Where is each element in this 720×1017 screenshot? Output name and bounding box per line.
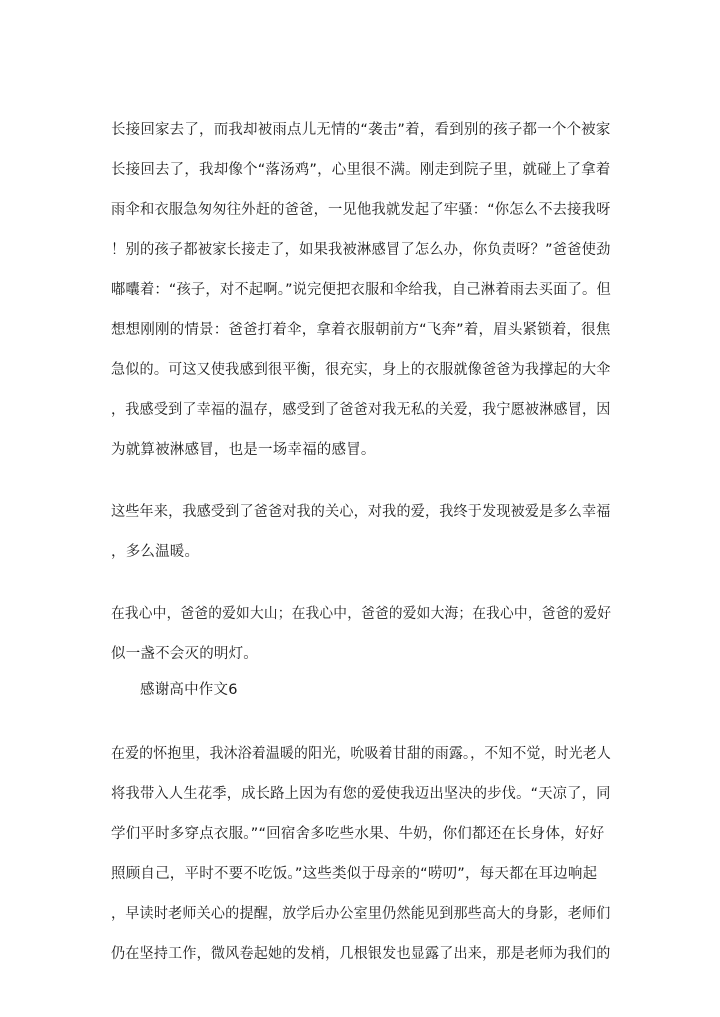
- section-heading: 感谢高中作文6: [140, 682, 238, 698]
- text-line: 嘟囔着：“孩子，对不起啊。”说完便把衣服和伞给我，自己淋着雨去买面了。但: [111, 282, 612, 298]
- text-line: 长接回家去了，而我却被雨点儿无情的“袭击”着，看到别的孩子都一个个被家: [111, 122, 611, 138]
- text-line: ，我感受到了幸福的温存，感受到了爸爸对我无私的关爱，我宁愿被淋感冒，因: [111, 402, 611, 418]
- text-line: 这些年来，我感受到了爸爸对我的关心，对我的爱，我终于发现被爱是多么幸福: [111, 504, 611, 520]
- text-line: 为就算被淋感冒，也是一场幸福的感冒。: [111, 442, 376, 458]
- text-line: 想想刚刚的情景：爸爸打着伞，拿着衣服朝前方“飞奔”着，眉头紧锁着，很焦: [111, 322, 611, 338]
- text-line: 似一盏不会灭的明灯。: [111, 646, 258, 662]
- text-line: 雨伞和衣服急匆匆往外赶的爸爸，一见他我就发起了牢骚：“你怎么不去接我呀: [111, 202, 611, 218]
- text-line: 仍在坚持工作，微风卷起她的发梢，几根银发也显露了出来，那是老师为我们的: [111, 946, 611, 962]
- text-line: 学们平时多穿点衣服。”“回宿舍多吃些水果、牛奶，你们都还在长身体，好好: [111, 826, 605, 842]
- text-line: ，早读时老师关心的提醒，放学后办公室里仍然能见到那些高大的身影，老师们: [111, 906, 611, 922]
- text-line: 长接回去了，我却像个“落汤鸡”，心里很不满。刚走到院子里，就碰上了拿着: [111, 162, 611, 178]
- text-line: ！别的孩子都被家长接走了，如果我被淋感冒了怎么办，你负责呀？”爸爸使劲: [111, 242, 611, 258]
- text-line: ，多么温暖。: [111, 544, 200, 560]
- text-line: 照顾自己，平时不要不吃饭。”这些类似于母亲的“唠叨”，每天都在耳边响起: [111, 866, 598, 882]
- text-line: 将我带入人生花季，成长路上因为有您的爱使我迈出坚决的步伐。“天凉了，同: [111, 786, 611, 802]
- text-line: 在爱的怀抱里，我沐浴着温暖的阳光，吮吸着甘甜的雨露。，不知不觉，时光老人: [111, 746, 611, 762]
- text-line: 急似的。可这又使我感到很平衡，很充实，身上的衣服就像爸爸为我撑起的大伞: [111, 362, 611, 378]
- text-line: 在我心中，爸爸的爱如大山；在我心中，爸爸的爱如大海；在我心中，爸爸的爱好: [111, 606, 612, 622]
